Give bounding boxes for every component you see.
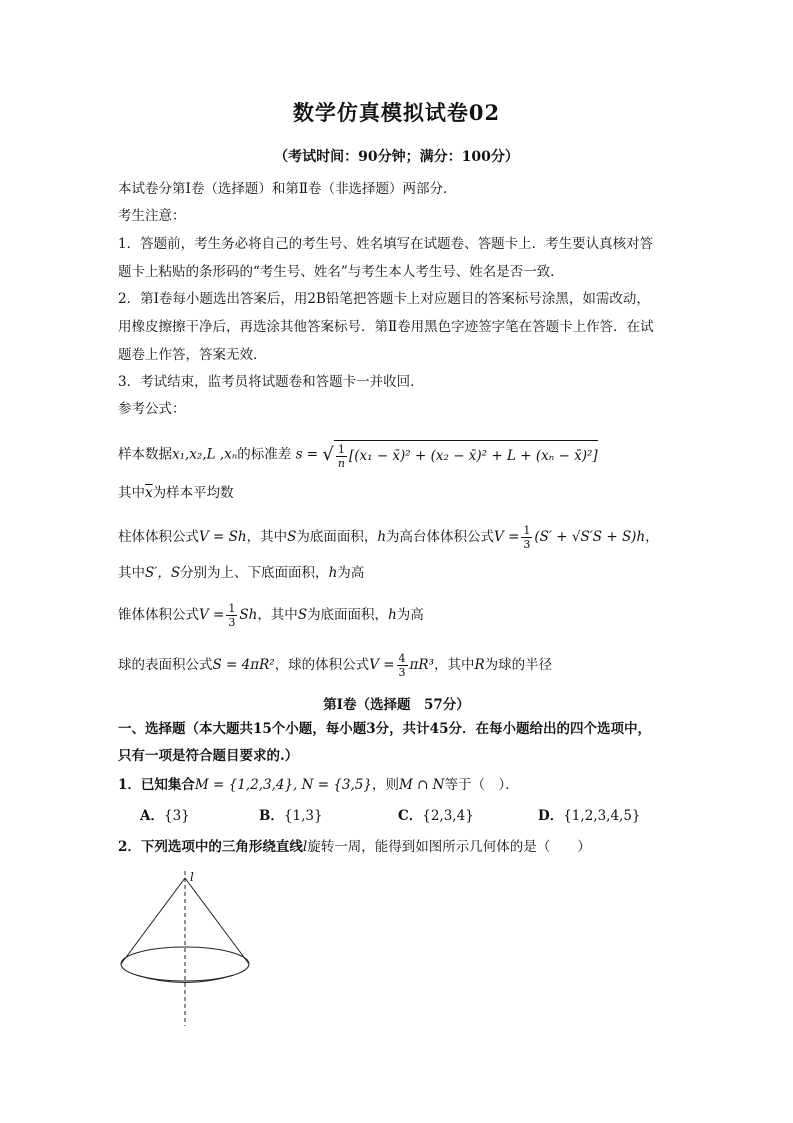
frustum-frac: $\frac{1}{3}$: [523, 524, 531, 551]
double-cone-figure: [116, 868, 256, 1028]
notice-2c: 题卷上作答，答案无效．: [118, 347, 267, 363]
x-bar: $\overline{x}$: [145, 485, 153, 501]
sphere-frac: $\frac{4}{3}$: [398, 652, 406, 679]
formula-label: 参考公式：: [118, 401, 186, 417]
cone-right-edge: [185, 878, 249, 964]
sphere-formula-line: 球的表面积公式S = 4πR²，球的体积公式V = $\frac{4}{3}$ πR³，其中R为球的半径: [118, 652, 553, 679]
std-prefix: 样本数据: [118, 446, 172, 463]
option-b[interactable]: B．{1,3}: [259, 808, 323, 824]
cone-left-edge: [121, 878, 185, 964]
notice-1a: 1．答题前，考生务必将自己的考生号、姓名填写在试题卷、答题卡上．考生要认真核对答: [118, 236, 654, 252]
notice-1b: 题卡上粘贴的条形码的“考生号、姓名”与考生本人考生号、姓名是否一致．: [118, 264, 564, 280]
option-a[interactable]: A．{3}: [140, 808, 190, 824]
part1-heading-1: 一、选择题（本大题共15个小题，每小题3分，共计45分．在每小题给出的四个选项中，: [118, 721, 651, 737]
notice-3: 3．考试结束，监考员将试题卷和答题卡一并收回．: [118, 374, 424, 390]
frustum-note-line: 其中S′，S分别为上、下底面面积，h为高: [118, 565, 365, 581]
std-mid: 的标准差: [237, 446, 292, 463]
std-frac: $\frac{1}{n}$: [337, 443, 345, 470]
axis-label: l: [190, 870, 194, 884]
prism-formula: V = Sh: [199, 529, 247, 545]
exam-subtitle: （考试时间：90分钟；满分：100分）: [274, 149, 519, 165]
frustum-formula: (S′ + √S′S + S)h: [534, 529, 646, 545]
intro-line: 本试卷分第Ⅰ卷（选择题）和第Ⅱ卷（非选择题）两部分．: [118, 181, 457, 197]
sqrt-sign: √: [322, 444, 334, 465]
option-d[interactable]: D．{1,2,3,4,5}: [538, 808, 641, 824]
section-heading: 第Ⅰ卷（选择题 57分）: [323, 697, 470, 713]
notice-2a: 2．第Ⅰ卷每小题选出答案后，用2B铅笔把答题卡上对应题目的答案标号涂黑，如需改动，: [118, 291, 650, 307]
std-s: s =: [295, 446, 319, 463]
notice-label: 考生注意：: [118, 208, 186, 224]
notice-2b: 用橡皮擦擦干净后，再选涂其他答案标号．第Ⅱ卷用黑色字迹签字笔在答题卡上作答．在试: [118, 319, 654, 335]
question-1-stem: 1．已知集合M = {1,2,3,4}, N = {3,5}，则M ∩ N等于（ ）．: [118, 777, 519, 793]
prism-formula-line: 柱体体积公式V = Sh，其中S为底面面积，h为高台体体积公式V = $\frac{1}{3}$ (S′ + √S′S + S)h，: [118, 524, 659, 551]
cone-frac: $\frac{1}{3}$: [228, 602, 236, 629]
cone-formula-line: 锥体体积公式V = $\frac{1}{3}$ Sh，其中S为底面面积，h为高: [118, 602, 424, 629]
std-body: [(x₁ − x̄)² + (x₂ − x̄)² + L + (xₙ − x̄)²]: [348, 448, 598, 464]
page-title: 数学仿真模拟试卷02: [292, 100, 501, 125]
std-formula-line: [118, 440, 598, 470]
mean-line: 其中$\overline{x}$为样本平均数: [118, 485, 234, 501]
std-vars: x₁,x₂,L ,xₙ: [172, 446, 238, 463]
question-2-stem: 2．下列选项中的三角形绕直线l旋转一周，能得到如图所示几何体的是（ ）: [118, 839, 591, 855]
std-radicand: [334, 440, 598, 470]
part1-heading-2: 只有一项是符合题目要求的.）: [118, 748, 299, 764]
option-c[interactable]: C．{2,3,4}: [398, 808, 474, 824]
